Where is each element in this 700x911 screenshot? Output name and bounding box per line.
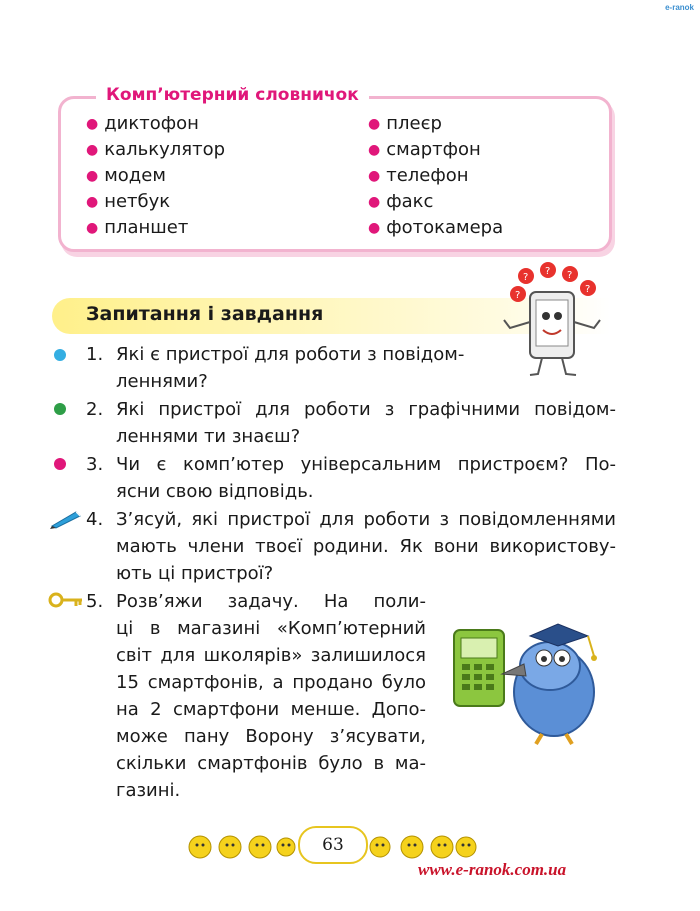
list-item: ● фотокамера [368,217,504,238]
list-item: ● модем [86,165,166,186]
svg-text:?: ? [585,284,591,295]
svg-text:?: ? [567,270,573,281]
list-item: ● нетбук [86,191,171,212]
svg-text:?: ? [523,272,529,283]
questions-title: Запитання і завдання [86,303,324,325]
pencil-icon [48,508,84,530]
key-icon [48,590,84,612]
list-item: ● планшет [86,217,189,238]
dictionary-title: Комп’ютерний словничок [96,85,369,105]
footer-decoration-right [368,830,478,864]
pink-marker-dot [54,458,66,470]
footer-decoration-left [186,830,296,864]
list-item: ● калькулятор [86,139,226,160]
svg-text:?: ? [545,266,551,277]
footer-url: www.e-ranok.com.ua [418,860,567,879]
blue-marker-dot [54,349,66,361]
tablet-mascot-illustration [496,262,612,378]
crow-teacher-illustration [446,612,612,746]
dictionary-list-left [86,111,225,241]
publisher-logo: e-ranok [665,3,694,12]
green-marker-dot [54,403,66,415]
page-number: 63 [298,826,368,864]
list-item: ● факс [368,191,434,212]
list-item: ● смартфон [368,139,481,160]
list-item: ● диктофон [86,113,199,134]
dictionary-list-right [368,111,503,241]
svg-text:?: ? [515,290,521,301]
list-item: ● телефон [368,165,469,186]
list-item: ● плеєр [368,113,442,134]
